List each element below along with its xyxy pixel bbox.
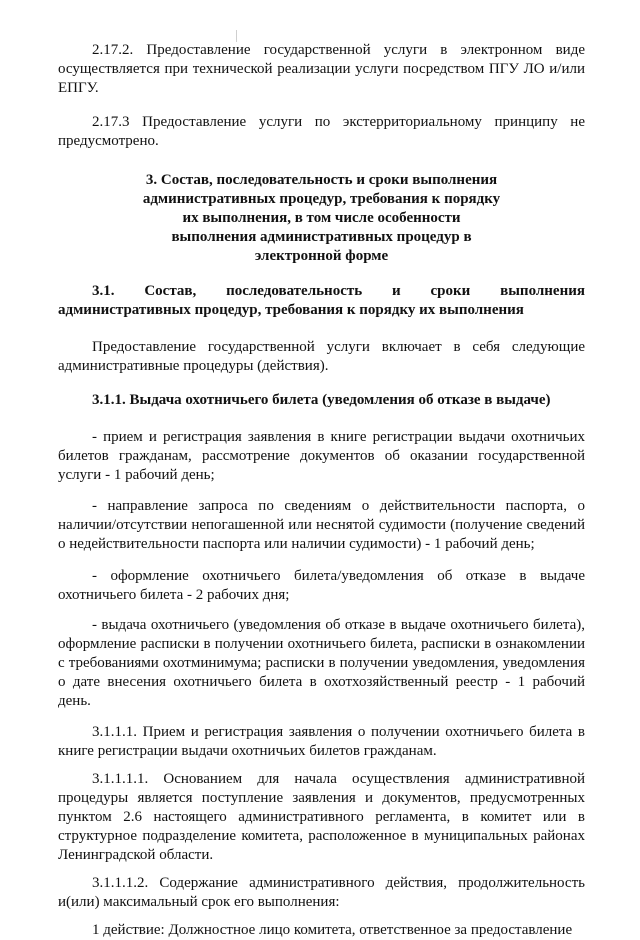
paragraph-2-17-3: 2.17.3 Предоставление услуги по экстерриториальному принципу не предусмотрено. xyxy=(58,114,585,149)
document-body xyxy=(58,41,585,940)
paragraph-2-17-2: 2.17.2. Предоставление государственной услуги в электронном виде осуществляется при технической реализации услуги посредством ПГУ ЛО и/или ЕПГУ. xyxy=(58,42,585,96)
list-item-2: - направление запроса по сведениям о действительности паспорта, о наличии/отсутствии непогашенной или неснятой судимости (получение сведений о недействительности паспорта или наличии судимости) - 1 рабочий день; xyxy=(58,498,585,552)
paragraph-3-1-1-1-2: 3.1.1.1.2. Содержание административного действия, продолжительность и(или) максимальный срок его выполнения: xyxy=(58,875,585,910)
section-3-heading: 3. Состав, последовательность и сроки выполнения административных процедур, требования к порядку их выполнения, в том числе особенности выполнения административных процедур в электронной форме xyxy=(142,172,501,264)
section-3-1-heading: 3.1. Состав, последовательность и сроки выполнения административных процедур, требования к порядку их выполнения xyxy=(58,283,585,318)
paragraph-3-1-1-1: 3.1.1.1. Прием и регистрация заявления о получении охотничьего билета в книге регистрации выдачи охотничьих билетов гражданам. xyxy=(58,724,585,759)
list-item-1: - прием и регистрация заявления в книге регистрации выдачи охотничьих билетов гражданам, рассмотрение документов об оказании государственной услуги - 1 рабочий день; xyxy=(58,429,585,483)
list-item-3: - оформление охотничьего билета/уведомления об отказе в выдаче охотничьего билета - 2 рабочих дня; xyxy=(58,568,585,603)
paragraph-3-1-1-1-1: 3.1.1.1.1. Основанием для начала осуществления административной процедуры является поступление заявления и документов, предусмотренных пунктом 2.6 настоящего административного регламента, в комитет или в структурное подразделение комитета, расположенное в муниципальных районах Ленинградской области. xyxy=(58,771,585,863)
intro-paragraph: Предоставление государственной услуги включает в себя следующие административные процедуры (действия). xyxy=(58,339,585,374)
section-3-1-1-heading: 3.1.1. Выдача охотничьего билета (уведомления об отказе в выдаче) xyxy=(92,392,551,408)
paragraph-action-1: 1 действие: Должностное лицо комитета, ответственное за предоставление xyxy=(92,922,573,938)
list-item-4: - выдача охотничьего (уведомления об отказе в выдаче охотничьего билета), оформление расписки в получении охотничьего билета, расписки в ознакомлении с требованиями охотминимума; расписки в получении уведомления, уведомления о дате внесения охотничьего билета в охотхозяйственный реестр - 1 рабочий день. xyxy=(58,617,585,709)
